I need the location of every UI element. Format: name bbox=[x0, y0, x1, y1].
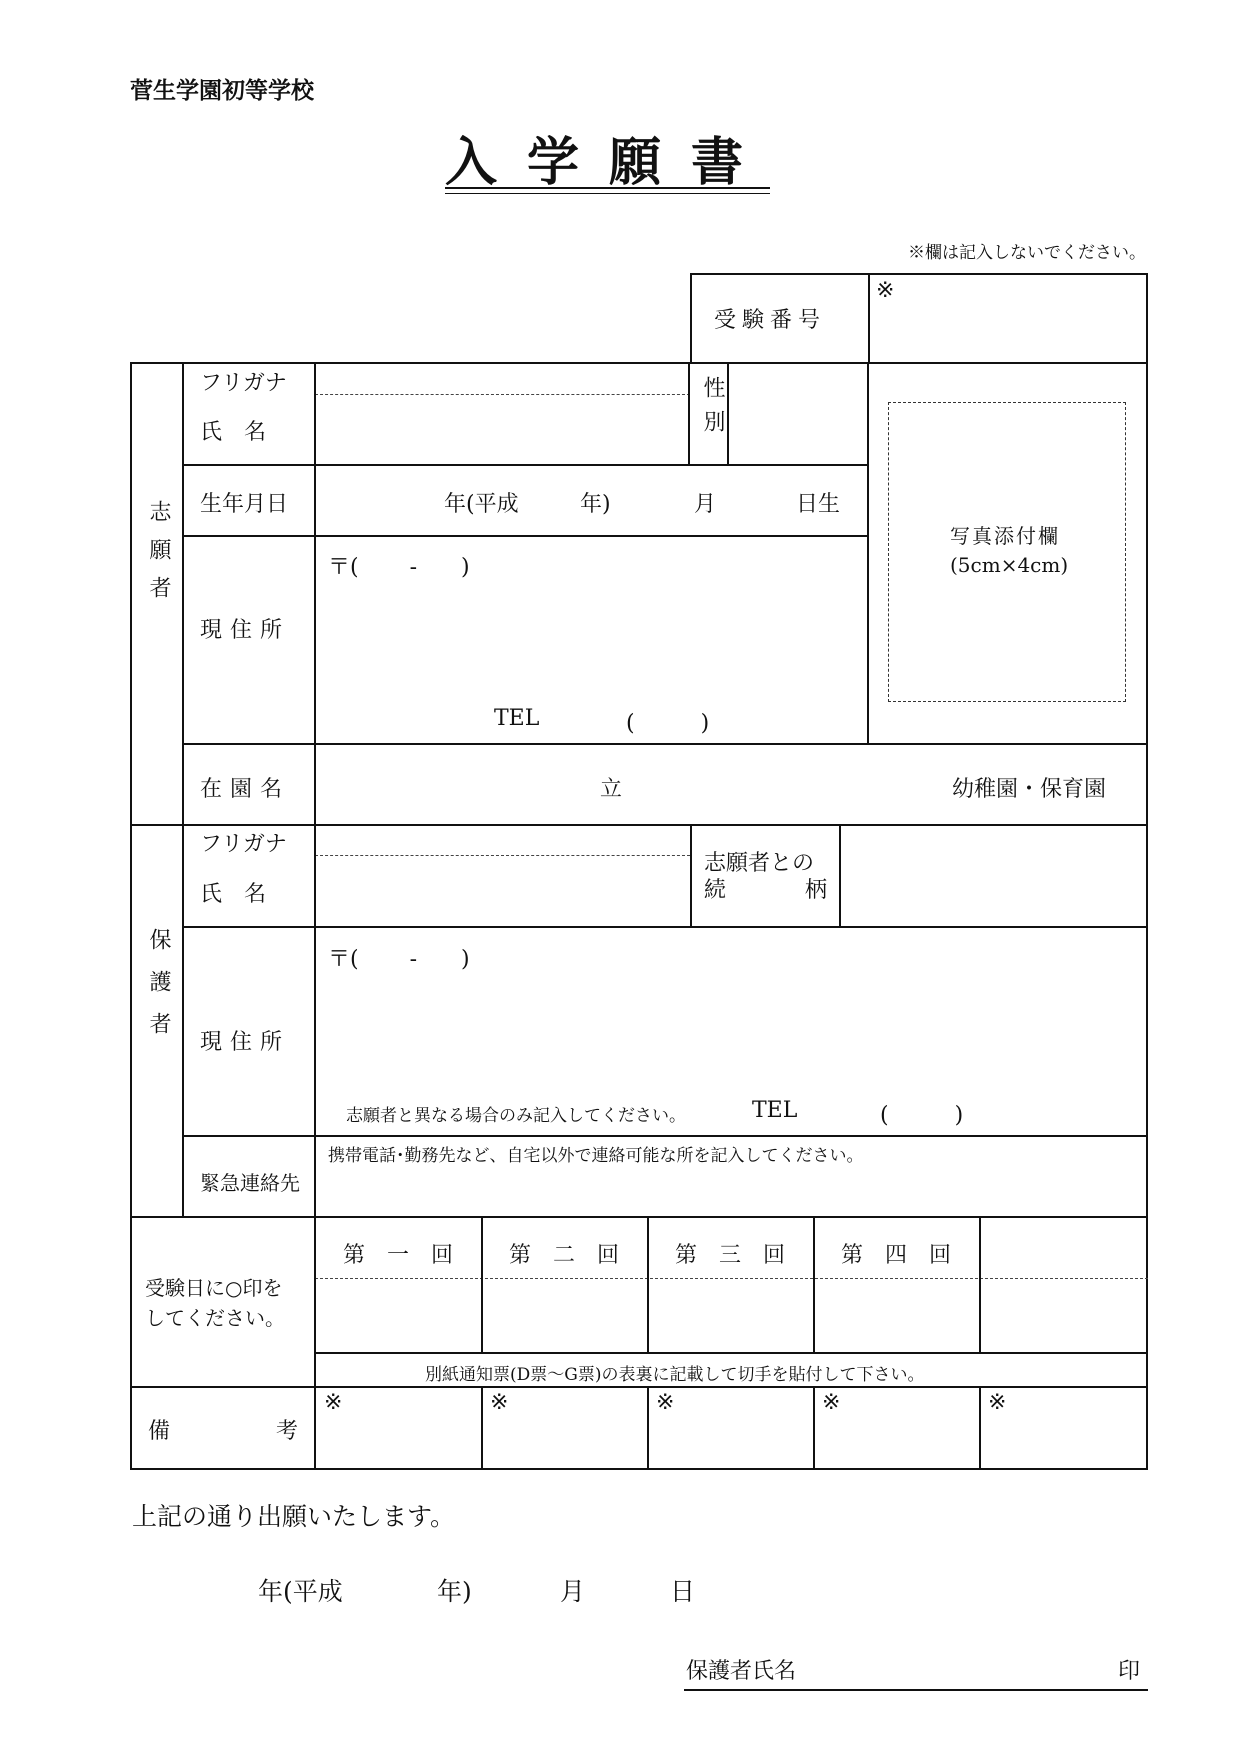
emergency-note: 携帯電話･勤務先など、自宅以外で連絡可能な所を記入してください。 bbox=[328, 1146, 864, 1166]
remarks-mark-5: ※ bbox=[988, 1390, 1007, 1415]
sign-underline bbox=[684, 1689, 1148, 1691]
col-line bbox=[979, 1216, 981, 1352]
birth-year: 年(平成 bbox=[444, 492, 519, 517]
row-line bbox=[315, 1352, 1148, 1354]
col-line bbox=[813, 1386, 815, 1470]
applicant-postal: 〒( - ) bbox=[328, 555, 470, 580]
row-line bbox=[183, 535, 868, 537]
emergency-field[interactable] bbox=[316, 1164, 1146, 1214]
kindergarten-field[interactable] bbox=[316, 745, 1146, 823]
guardian-sign-field[interactable] bbox=[810, 1650, 1110, 1686]
title-underline-thin bbox=[445, 193, 770, 194]
guardian-furigana-field[interactable] bbox=[316, 826, 688, 855]
exam-round-2-circle[interactable] bbox=[483, 1280, 646, 1350]
remarks-mark-1: ※ bbox=[324, 1390, 343, 1415]
seal-mark: 印 bbox=[1118, 1659, 1141, 1684]
footer-year: 年(平成 bbox=[258, 1577, 343, 1606]
remarks-mark-3: ※ bbox=[656, 1390, 675, 1415]
remarks-label-b: 考 bbox=[276, 1419, 299, 1444]
guardian-sign-label: 保護者氏名 bbox=[686, 1659, 797, 1684]
applicant-furigana-field[interactable] bbox=[316, 364, 688, 394]
guardian-address-field[interactable] bbox=[316, 975, 1146, 1090]
remarks-mark-4: ※ bbox=[822, 1390, 841, 1415]
exam-round-3: 第 三 回 bbox=[675, 1243, 786, 1268]
title-underline bbox=[445, 187, 770, 189]
row-line bbox=[183, 926, 1148, 928]
emergency-label: 緊急連絡先 bbox=[200, 1171, 300, 1195]
relation-label-2b: 柄 bbox=[805, 878, 828, 903]
applicant-name-label: 氏 名 bbox=[200, 420, 267, 445]
kindergarten-label: 在園名 bbox=[200, 777, 291, 802]
statement: 上記の通り出願いたします。 bbox=[132, 1502, 456, 1531]
exam-number-label: 受験番号 bbox=[714, 308, 827, 333]
guardian-section-label: 保護者 bbox=[146, 928, 171, 1054]
remarks-label-a: 備 bbox=[148, 1419, 171, 1444]
exam-day-label-1: 受験日に○印を bbox=[145, 1276, 283, 1300]
guardian-tel-parens: ( ) bbox=[880, 1103, 964, 1128]
photo-size: (5cm×4cm) bbox=[950, 553, 1069, 577]
applicant-address-label: 現住所 bbox=[200, 618, 291, 643]
guardian-furigana-label: フリガナ bbox=[200, 832, 287, 857]
applicant-name-field[interactable] bbox=[316, 396, 688, 464]
furigana-dash bbox=[315, 394, 690, 395]
sex-label: 性別 bbox=[700, 376, 725, 444]
guardian-name-field[interactable] bbox=[316, 857, 688, 925]
col-line bbox=[979, 1386, 981, 1470]
kindergarten-mid: 立 bbox=[600, 777, 623, 802]
applicant-address-field[interactable] bbox=[316, 580, 866, 700]
remarks-mark-2: ※ bbox=[490, 1390, 509, 1415]
photo-box bbox=[888, 402, 1126, 702]
birth-month: 月 bbox=[694, 492, 717, 517]
exam-round-3-circle[interactable] bbox=[649, 1280, 812, 1350]
footer-day: 日 bbox=[670, 1577, 696, 1606]
exam-round-2: 第 二 回 bbox=[509, 1243, 620, 1268]
exam-round-4-circle[interactable] bbox=[815, 1280, 978, 1350]
furigana-dash bbox=[315, 855, 690, 856]
col-line bbox=[867, 362, 869, 743]
exam-round-1-circle[interactable] bbox=[316, 1280, 480, 1350]
exam-day-label-2: してください。 bbox=[145, 1306, 285, 1330]
col-line bbox=[182, 362, 184, 1216]
exam-number-mark: ※ bbox=[876, 278, 895, 303]
guardian-address-label: 現住所 bbox=[200, 1030, 291, 1055]
kindergarten-suffix: 幼稚園・保育園 bbox=[952, 777, 1107, 802]
sex-field[interactable] bbox=[729, 364, 867, 464]
page-title: 入学願書 bbox=[445, 132, 774, 193]
applicant-tel-label: TEL bbox=[494, 706, 540, 731]
col-line bbox=[647, 1386, 649, 1470]
exam-number-field[interactable] bbox=[870, 275, 1146, 361]
row-line bbox=[183, 1135, 1148, 1137]
footer-month: 月 bbox=[560, 1577, 586, 1606]
birth-day: 日生 bbox=[796, 492, 841, 517]
exam-day-dash bbox=[315, 1278, 1148, 1279]
footer-era-year: 年) bbox=[437, 1577, 472, 1606]
exam-round-1: 第 一 回 bbox=[343, 1243, 454, 1268]
applicant-furigana-label: フリガナ bbox=[200, 371, 287, 396]
birth-label: 生年月日 bbox=[200, 492, 289, 517]
exam-round-4: 第 四 回 bbox=[841, 1243, 952, 1268]
guardian-name-label: 氏 名 bbox=[200, 882, 267, 907]
col-line bbox=[688, 362, 690, 464]
row-line bbox=[183, 464, 868, 466]
col-line bbox=[481, 1386, 483, 1470]
relation-field[interactable] bbox=[841, 826, 1146, 925]
note-do-not-fill: ※欄は記入しないでください。 bbox=[908, 243, 1146, 263]
col-line bbox=[690, 824, 692, 926]
relation-label-2a: 続 bbox=[704, 878, 727, 903]
birth-era-year: 年) bbox=[580, 492, 611, 517]
guardian-address-note: 志願者と異なる場合のみ記入してください。 bbox=[346, 1106, 686, 1126]
guardian-tel-label: TEL bbox=[752, 1098, 798, 1123]
guardian-postal: 〒( - ) bbox=[328, 947, 470, 972]
applicant-tel-parens: ( ) bbox=[626, 711, 710, 736]
row-line bbox=[130, 1216, 1148, 1218]
exam-day-note: 別紙通知票(D票～G票)の表裏に記載して切手を貼付して下さい。 bbox=[425, 1365, 925, 1385]
applicant-section-label: 志願者 bbox=[146, 500, 171, 614]
school-name: 菅生学園初等学校 bbox=[130, 77, 314, 104]
relation-label-1: 志願者との bbox=[704, 851, 815, 876]
photo-label: 写真添付欄 bbox=[950, 524, 1060, 548]
row-line bbox=[130, 1386, 1148, 1388]
